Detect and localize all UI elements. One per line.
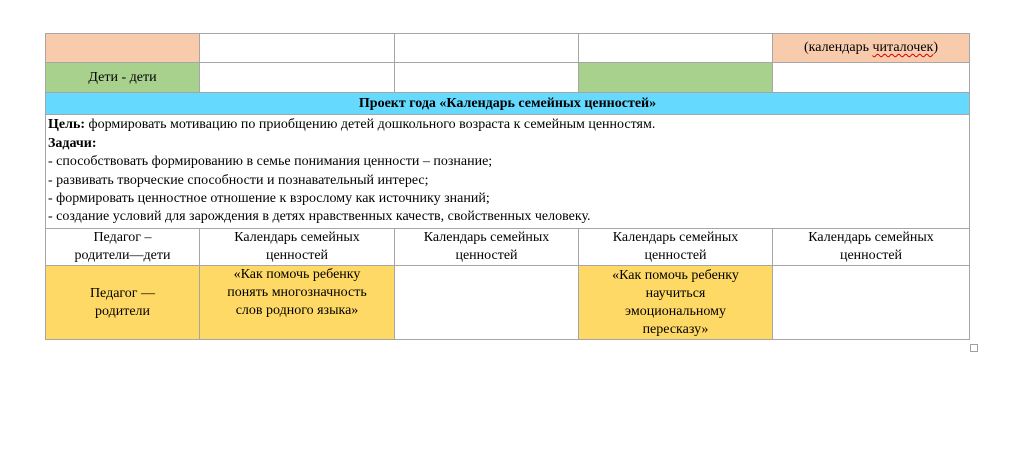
project-title: Проект года «Календарь семейных ценностей» xyxy=(358,95,657,111)
table-row xyxy=(46,229,970,266)
task-item: - развивать творческие способности и познавательный интерес; xyxy=(48,172,429,188)
table-cell[interactable] xyxy=(773,63,970,93)
cell-line: Календарь семейных xyxy=(808,230,934,245)
calendar-note-suffix: ) xyxy=(933,40,939,55)
project-title-cell[interactable] xyxy=(46,93,970,115)
table-resize-handle[interactable] xyxy=(970,344,978,352)
cell-line: Календарь семейных xyxy=(612,230,739,245)
cell-line: ценностей xyxy=(455,248,518,263)
table-row xyxy=(46,63,970,93)
table-cell[interactable] xyxy=(395,34,579,63)
table-cell[interactable] xyxy=(395,63,579,93)
cell-line: понять многозначность xyxy=(227,285,367,300)
cell-line: родители xyxy=(94,303,151,319)
table-cell[interactable] xyxy=(579,34,773,63)
task-item: - способствовать формированию в семье понимания ценности – познание; xyxy=(48,154,493,170)
table-cell[interactable] xyxy=(200,229,395,266)
table-cell[interactable] xyxy=(46,34,200,63)
cell-line: эмоциональному xyxy=(624,303,726,319)
goal-line xyxy=(48,116,967,134)
cell-line: пересказу» xyxy=(642,321,709,337)
table-cell[interactable] xyxy=(200,266,395,340)
goal-label: Цель: xyxy=(48,117,86,133)
task-item: - формировать ценностное отношение к взрослому как источнику знаний; xyxy=(48,190,490,206)
cell-line: Календарь семейных xyxy=(234,230,360,245)
plan-table xyxy=(45,33,970,340)
cell-line: Календарь семейных xyxy=(423,230,550,245)
table-row xyxy=(46,115,970,229)
row-label: Дети - дети xyxy=(88,69,157,85)
table-cell[interactable] xyxy=(579,229,773,266)
table-cell[interactable] xyxy=(579,266,773,340)
task-item: - создание условий для зарождения в детях нравственных качеств, свойственных человеку. xyxy=(48,209,591,225)
table-cell[interactable] xyxy=(773,34,970,63)
cell-line: родители—дети xyxy=(74,248,171,263)
cell-line: «Как помочь ребенку xyxy=(612,267,739,283)
tasks-heading xyxy=(48,135,967,153)
table-cell[interactable] xyxy=(46,229,200,266)
goal-cell[interactable] xyxy=(46,115,970,229)
table-cell[interactable] xyxy=(46,63,200,93)
table-cell[interactable] xyxy=(773,266,970,340)
calendar-note-prefix: (календарь xyxy=(803,40,873,55)
spellcheck-word: читалочек xyxy=(872,40,934,55)
table-cell[interactable] xyxy=(200,34,395,63)
table-cell[interactable] xyxy=(200,63,395,93)
table-row xyxy=(46,266,970,340)
tasks-label: Задачи: xyxy=(48,135,97,151)
cell-line: слов родного языка» xyxy=(235,303,359,318)
goal-text: формировать мотивацию по приобщению детей дошкольного возраста к семейным ценностям. xyxy=(85,117,656,133)
table-cell[interactable] xyxy=(579,63,773,93)
cell-line: ценностей xyxy=(644,248,707,263)
cell-line: ценностей xyxy=(265,248,329,263)
cell-line: Педагог – xyxy=(93,230,152,245)
table-cell[interactable] xyxy=(773,229,970,266)
cell-line: научиться xyxy=(645,285,706,301)
table-cell[interactable] xyxy=(395,229,579,266)
cell-line: ценностей xyxy=(839,248,903,263)
cell-line: «Как помочь ребенку xyxy=(233,267,361,282)
table-cell[interactable] xyxy=(395,266,579,340)
table-row xyxy=(46,93,970,115)
cell-line: Педагог — xyxy=(89,285,156,301)
table-cell[interactable] xyxy=(46,266,200,340)
table-row xyxy=(46,34,970,63)
